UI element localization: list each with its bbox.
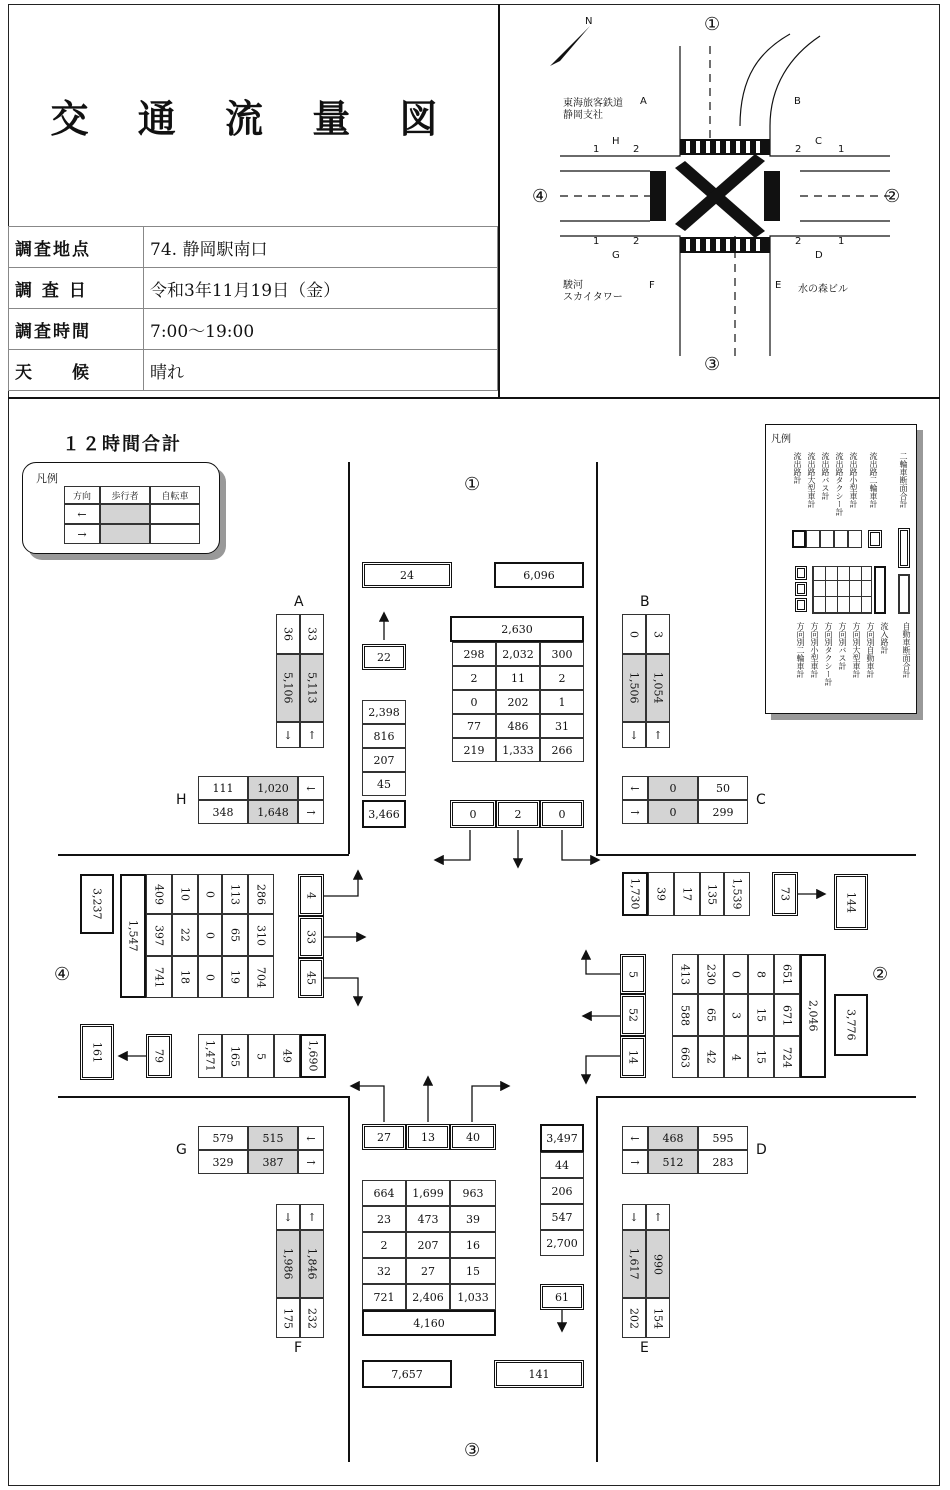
east-outflow-cell: 135 [700, 872, 724, 916]
map-crossing-label: A [640, 96, 647, 107]
east-matrix-cell: 65 [698, 994, 724, 1036]
crossing-H-ped: 1,020 [248, 776, 298, 800]
crossing-E-arrow: ↓ [622, 1204, 646, 1230]
crossing-A-arrow: ↑ [300, 722, 324, 748]
west-matrix-cell: 22 [172, 914, 198, 956]
crossing-C-bike: 299 [698, 800, 748, 824]
crossing-A-ped: 5,113 [300, 654, 324, 722]
north-label: N [585, 16, 593, 27]
crossing-D-bike: 595 [698, 1126, 748, 1150]
north-matrix-cell: 2 [452, 666, 496, 690]
north-matrix-cell: 11 [496, 666, 540, 690]
map-approach-1: ① [704, 14, 721, 35]
crossing-B-bike: 3 [646, 614, 670, 654]
west-matrix-cell: 0 [198, 914, 222, 956]
south-matrix-cell: 1,699 [406, 1180, 450, 1206]
north-outflow-cell: 2,398 [362, 700, 406, 724]
east-outflow-motorcycle: 73 [772, 872, 798, 916]
crossing-B-bike: 0 [622, 614, 646, 654]
info-value: 7:00～19:00 [144, 309, 498, 350]
south-motorcycle-section-total: 141 [494, 1360, 584, 1388]
west-motorcycle-section-total: 161 [80, 1024, 114, 1080]
west-motorcycle-dir: 45 [298, 958, 324, 998]
legend-text: 方向別大型車計 [852, 622, 861, 678]
north-matrix-cell: 2,032 [496, 642, 540, 666]
crossing-F-ped: 1,986 [276, 1230, 300, 1298]
crossing-A-bike: 33 [300, 614, 324, 654]
west-outflow-cell: 49 [274, 1034, 300, 1078]
east-motorcycle-dir: 52 [620, 994, 646, 1036]
crossing-C-ped: 0 [648, 800, 698, 824]
crossing-C-ped: 0 [648, 776, 698, 800]
map-crossing-end: 1 [593, 144, 600, 155]
crossing-label: C [756, 792, 766, 808]
map-building-label: 静岡支社 [563, 110, 603, 121]
north-matrix-cell: 1,333 [496, 738, 540, 762]
east-outflow-cell: 17 [674, 872, 700, 916]
legend-arrow: → [64, 524, 100, 544]
approach-4-label: ④ [54, 964, 71, 985]
west-matrix-cell: 10 [172, 874, 198, 914]
legend-title: 凡例 [771, 434, 791, 445]
north-matrix-cell: 266 [540, 738, 584, 762]
south-matrix-cell: 1,033 [450, 1284, 496, 1310]
legend-text: 流出路小型車計 [849, 452, 858, 508]
crossing-D-arrow: → [622, 1150, 648, 1174]
west-motorcycle-dir: 33 [298, 916, 324, 958]
legend-header: 方向 [64, 486, 100, 504]
crossing-A-ped: 5,106 [276, 654, 300, 722]
north-inflow-total: 2,630 [450, 616, 584, 642]
crossing-E-ped: 1,617 [622, 1230, 646, 1298]
north-motorcycle-dir: 0 [450, 800, 496, 828]
east-matrix-cell: 230 [698, 954, 724, 994]
crossing-D-arrow: ← [622, 1126, 648, 1150]
west-outflow-cell: 1,471 [198, 1034, 222, 1078]
east-matrix-cell: 671 [774, 994, 800, 1036]
west-outflow-total: 1,690 [300, 1034, 326, 1078]
crossing-B-arrow: ↑ [646, 722, 670, 748]
east-motorcycle-dir: 5 [620, 954, 646, 994]
south-vehicle-section-total: 7,657 [362, 1360, 452, 1388]
legend-text: 流出路計 [793, 452, 802, 484]
south-outflow-cell: 547 [540, 1204, 584, 1230]
legend-text: 自動車断面合計 [902, 622, 911, 678]
section-subtitle: １２時間合計 [62, 434, 182, 455]
crossing-H-bike: 348 [198, 800, 248, 824]
info-key: 調査時間 [9, 309, 144, 350]
legend-text: 流出路バス計 [821, 452, 830, 500]
crossing-A-arrow: ↓ [276, 722, 300, 748]
north-matrix-cell: 77 [452, 714, 496, 738]
map-approach-3: ③ [704, 354, 721, 375]
legend-text: 方向別二輪車計 [796, 622, 805, 678]
info-value: 令和3年11月19日（金） [144, 268, 498, 309]
crossing-F-arrow: ↓ [276, 1204, 300, 1230]
east-motorcycle-section-total: 144 [834, 874, 868, 930]
south-matrix-cell: 27 [406, 1258, 450, 1284]
south-motorcycle-dir: 27 [362, 1124, 406, 1150]
crossing-label: B [640, 594, 650, 610]
map-crossing-end: 2 [633, 236, 640, 247]
crossing-F-bike: 232 [300, 1298, 324, 1338]
west-outflow-cell: 5 [248, 1034, 274, 1078]
east-matrix-cell: 42 [698, 1036, 724, 1078]
west-matrix-cell: 741 [146, 956, 172, 998]
east-matrix-cell: 3 [724, 994, 748, 1036]
south-outflow-motorcycle: 61 [540, 1284, 584, 1310]
crossing-E-bike: 154 [646, 1298, 670, 1338]
west-matrix-cell: 310 [248, 914, 274, 956]
east-vehicle-section-total: 3,776 [834, 994, 868, 1056]
north-outflow-cell: 207 [362, 748, 406, 772]
north-outflow-cell: 45 [362, 772, 406, 796]
west-matrix-cell: 397 [146, 914, 172, 956]
legend-title: 凡例 [36, 472, 58, 485]
approach-2-label: ② [872, 964, 889, 985]
north-matrix-cell: 2 [540, 666, 584, 690]
crossing-label: F [294, 1340, 303, 1356]
crossing-E-bike: 202 [622, 1298, 646, 1338]
crossing-label: E [640, 1340, 649, 1356]
south-motorcycle-dir: 40 [450, 1124, 496, 1150]
south-matrix-cell: 15 [450, 1258, 496, 1284]
map-approach-4: ④ [532, 186, 549, 207]
crossing-G-bike: 329 [198, 1150, 248, 1174]
map-crossing-label: F [649, 280, 655, 291]
legend-text: 方向別小型車計 [810, 622, 819, 678]
east-outflow-total: 1,730 [622, 872, 648, 916]
crossing-G-ped: 387 [248, 1150, 298, 1174]
crossing-E-arrow: ↑ [646, 1204, 670, 1230]
north-vehicle-section-total: 6,096 [494, 562, 584, 588]
map-crossing-end: 1 [838, 144, 845, 155]
west-motorcycle-dir: 4 [298, 874, 324, 916]
crossing-label: G [176, 1142, 187, 1158]
south-matrix-cell: 32 [362, 1258, 406, 1284]
info-key: 調 査 日 [9, 268, 144, 309]
west-matrix-cell: 113 [222, 874, 248, 914]
crossing-F-arrow: ↑ [300, 1204, 324, 1230]
south-outflow-cell: 44 [540, 1152, 584, 1178]
crossing-H-bike: 111 [198, 776, 248, 800]
south-matrix-cell: 963 [450, 1180, 496, 1206]
south-matrix-cell: 473 [406, 1206, 450, 1232]
east-matrix-cell: 8 [748, 954, 774, 994]
north-matrix-cell: 298 [452, 642, 496, 666]
north-matrix-cell: 31 [540, 714, 584, 738]
north-outflow-total: 3,466 [362, 800, 406, 828]
legend-text: 二輪車断面合計 [899, 452, 908, 508]
crossing-D-ped: 468 [648, 1126, 698, 1150]
south-matrix-cell: 664 [362, 1180, 406, 1206]
crossing-D-bike: 283 [698, 1150, 748, 1174]
legend-text: 流入路計 [880, 622, 889, 654]
legend-text: 方向別自動車計 [866, 622, 875, 678]
south-matrix-cell: 2,406 [406, 1284, 450, 1310]
north-matrix-cell: 219 [452, 738, 496, 762]
west-inflow-total: 1,547 [120, 874, 146, 998]
north-matrix-cell: 0 [452, 690, 496, 714]
map-crossing-end: 2 [633, 144, 640, 155]
north-outflow-motorcycle: 22 [362, 644, 406, 670]
south-matrix-cell: 721 [362, 1284, 406, 1310]
legend-header: 歩行者 [100, 486, 150, 504]
crossing-C-arrow: → [622, 800, 648, 824]
map-crossing-end: 1 [838, 236, 845, 247]
map-crossing-label: H [612, 136, 620, 147]
north-matrix-cell: 1 [540, 690, 584, 714]
east-outflow-cell: 1,539 [724, 872, 750, 916]
east-motorcycle-dir: 14 [620, 1036, 646, 1078]
crossing-G-arrow: ← [298, 1126, 324, 1150]
north-motorcycle-dir: 0 [540, 800, 584, 828]
map-building-label: 水の森ビル [798, 284, 848, 295]
crossing-D-ped: 512 [648, 1150, 698, 1174]
south-matrix-cell: 207 [406, 1232, 450, 1258]
legend-text: 方向別タクシー計 [824, 622, 833, 686]
map-crossing-label: G [612, 250, 620, 261]
south-matrix-cell: 16 [450, 1232, 496, 1258]
west-matrix-cell: 409 [146, 874, 172, 914]
crossing-B-ped: 1,506 [622, 654, 646, 722]
east-matrix-cell: 15 [748, 1036, 774, 1078]
east-matrix-cell: 651 [774, 954, 800, 994]
page-title: 交 通 流 量 図 [50, 96, 456, 141]
west-outflow-cell: 165 [222, 1034, 248, 1078]
west-matrix-cell: 0 [198, 956, 222, 998]
legend-arrow: ← [64, 504, 100, 524]
west-outflow-motorcycle: 79 [146, 1034, 172, 1078]
east-matrix-cell: 724 [774, 1036, 800, 1078]
crossing-A-bike: 36 [276, 614, 300, 654]
map-building-label: スカイタワー [563, 292, 623, 303]
legend-text: 流出路タクシー計 [835, 452, 844, 516]
east-outflow-cell: 39 [648, 872, 674, 916]
crossing-E-ped: 990 [646, 1230, 670, 1298]
west-vehicle-section-total: 3,237 [80, 874, 114, 934]
west-matrix-cell: 18 [172, 956, 198, 998]
east-matrix-cell: 15 [748, 994, 774, 1036]
crossing-G-arrow: → [298, 1150, 324, 1174]
south-outflow-cell: 2,700 [540, 1230, 584, 1256]
crossing-B-arrow: ↓ [622, 722, 646, 748]
legend-text: 方向別バス計 [838, 622, 847, 670]
south-matrix-cell: 39 [450, 1206, 496, 1232]
west-matrix-cell: 19 [222, 956, 248, 998]
south-outflow-total: 3,497 [540, 1124, 584, 1152]
crossing-G-bike: 579 [198, 1126, 248, 1150]
east-matrix-cell: 413 [672, 954, 698, 994]
map-crossing-label: D [815, 250, 823, 261]
south-matrix-cell: 2 [362, 1232, 406, 1258]
south-motorcycle-dir: 13 [406, 1124, 450, 1150]
crossing-H-ped: 1,648 [248, 800, 298, 824]
west-matrix-cell: 704 [248, 956, 274, 998]
north-matrix-cell: 202 [496, 690, 540, 714]
west-matrix-cell: 0 [198, 874, 222, 914]
south-inflow-total: 4,160 [362, 1310, 496, 1336]
crossing-H-arrow: → [298, 800, 324, 824]
north-motorcycle-section-total: 24 [362, 562, 452, 588]
map-crossing-label: E [775, 280, 782, 291]
crossing-label: A [294, 594, 304, 610]
west-matrix-cell: 65 [222, 914, 248, 956]
crossing-G-ped: 515 [248, 1126, 298, 1150]
approach-3-label: ③ [464, 1440, 481, 1461]
map-approach-2: ② [884, 186, 901, 207]
info-value: 74. 静岡駅南口 [144, 227, 498, 268]
map-crossing-end: 2 [795, 144, 802, 155]
map-crossing-label: C [815, 136, 822, 147]
crossing-F-bike: 175 [276, 1298, 300, 1338]
legend-text: 流出路二輪車計 [869, 452, 878, 508]
north-outflow-cell: 816 [362, 724, 406, 748]
north-motorcycle-dir: 2 [496, 800, 540, 828]
legend-text: 流出路大型車計 [807, 452, 816, 508]
crossing-C-arrow: ← [622, 776, 648, 800]
south-outflow-cell: 206 [540, 1178, 584, 1204]
east-matrix-cell: 588 [672, 994, 698, 1036]
crossing-C-bike: 50 [698, 776, 748, 800]
info-value: 晴れ [144, 350, 498, 391]
east-matrix-cell: 0 [724, 954, 748, 994]
info-key: 調査地点 [9, 227, 144, 268]
crossing-B-ped: 1,054 [646, 654, 670, 722]
north-matrix-cell: 486 [496, 714, 540, 738]
crossing-H-arrow: ← [298, 776, 324, 800]
info-key: 天 候 [9, 350, 144, 391]
approach-1-label: ① [464, 474, 481, 495]
south-matrix-cell: 23 [362, 1206, 406, 1232]
crossing-label: H [176, 792, 187, 808]
north-matrix-cell: 300 [540, 642, 584, 666]
crossing-F-ped: 1,846 [300, 1230, 324, 1298]
map-crossing-label: B [794, 96, 801, 107]
map-building-label: 駿河 [563, 280, 583, 291]
map-crossing-end: 1 [593, 236, 600, 247]
legend-header: 自転車 [150, 486, 200, 504]
east-inflow-total: 2,046 [800, 954, 826, 1078]
map-crossing-end: 2 [795, 236, 802, 247]
map-building-label: 東海旅客鉄道 [563, 98, 623, 109]
west-matrix-cell: 286 [248, 874, 274, 914]
crossing-label: D [756, 1142, 767, 1158]
east-matrix-cell: 4 [724, 1036, 748, 1078]
east-matrix-cell: 663 [672, 1036, 698, 1078]
